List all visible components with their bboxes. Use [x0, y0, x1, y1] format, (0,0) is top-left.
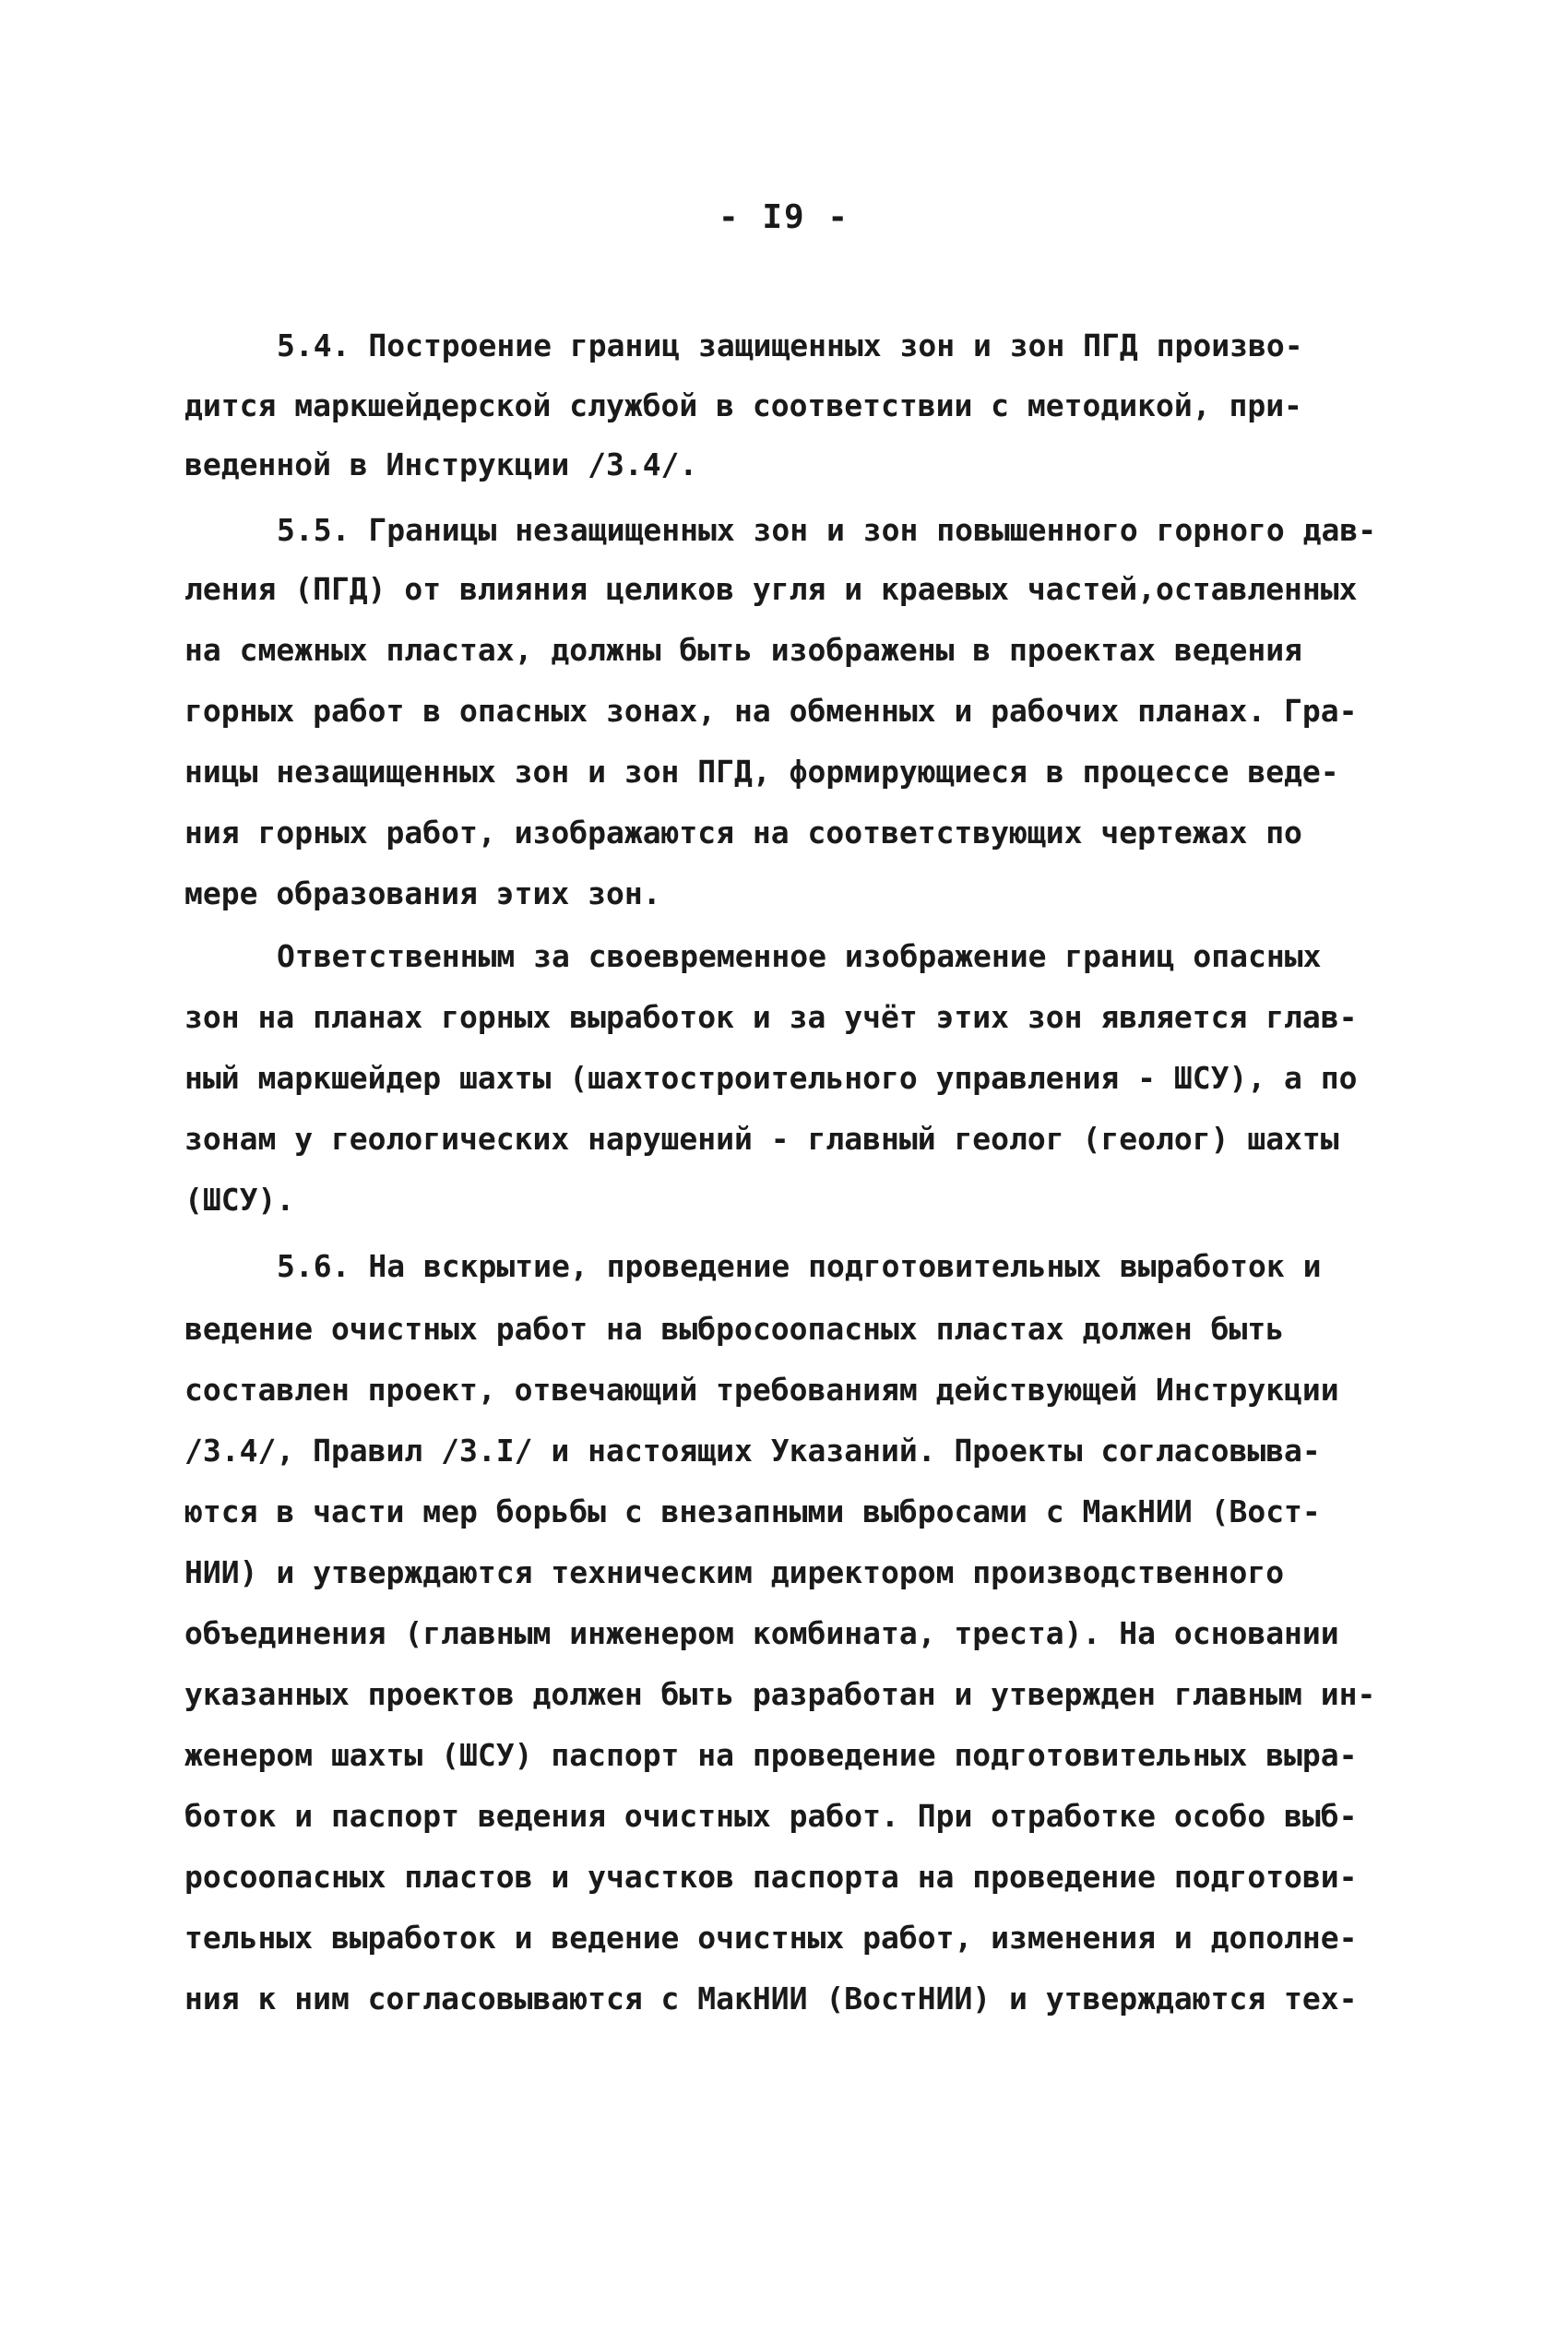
text-line: составлен проект, отвечающий требованиям действующей Инструкции [184, 1372, 1339, 1408]
text-line: ния к ним согласовываются с МакНИИ (ВостНИИ) и утверждаются тех- [184, 1981, 1358, 2017]
text-line: зонам у геологических нарушений - главный геолог (геолог) шахты [184, 1121, 1339, 1157]
text-line: женером шахты (ШСУ) паспорт на проведение подготовительных выра- [184, 1737, 1358, 1773]
text-line: ницы незащищенных зон и зон ПГД, формирующиеся в процессе веде- [184, 754, 1339, 790]
text-line: тельных выработок и ведение очистных работ, изменения и дополне- [184, 1920, 1358, 1956]
text-line: ный маркшейдер шахты (шахтостроительного управления - ШСУ), а по [184, 1060, 1358, 1096]
text-line: НИИ) и утверждаются техническим директором производственного [184, 1554, 1285, 1590]
text-line: дится маркшейдерской службой в соответствии с методикой, при- [184, 387, 1302, 423]
text-line: веденной в Инструкции /3.4/. [184, 446, 698, 482]
text-line: объединения (главным инженером комбината, треста). На основании [184, 1615, 1339, 1651]
text-line: 5.5. Границы незащищенных зон и зон повышенного горного дав- [277, 512, 1377, 548]
text-line: ведение очистных работ на выбросоопасных пластах должен быть [184, 1311, 1285, 1347]
text-line: горных работ в опасных зонах, на обменных и рабочих планах. Гра- [184, 693, 1358, 729]
text-line: Ответственным за своевременное изображение границ опасных [277, 938, 1322, 974]
text-line: ления (ПГД) от влияния целиков угля и краевых частей,оставленных [184, 571, 1358, 607]
text-line: (ШСУ). [184, 1182, 295, 1218]
text-line: 5.6. На вскрытие, проведение подготовительных выработок и [277, 1248, 1322, 1284]
text-line: ния горных работ, изображаются на соответствующих чертежах по [184, 815, 1302, 851]
text-line: указанных проектов должен быть разработан и утвержден главным ин- [184, 1676, 1376, 1712]
text-line: зон на планах горных выработок и за учёт этих зон является глав- [184, 999, 1358, 1035]
text-line: мере образования этих зон. [184, 875, 661, 911]
page-number: - I9 - [718, 198, 850, 236]
text-line: /3.4/, Правил /3.I/ и настоящих Указаний. Проекты согласовыва- [184, 1433, 1321, 1469]
text-line: 5.4. Построение границ защищенных зон и зон ПГД произво- [277, 327, 1303, 363]
text-line: боток и паспорт ведения очистных работ. При отработке особо выб- [184, 1798, 1358, 1834]
text-line: на смежных пластах, должны быть изображены в проектах ведения [184, 632, 1302, 668]
text-line: ются в части мер борьбы с внезапными выбросами с МакНИИ (Вост- [184, 1493, 1321, 1529]
text-line: росоопасных пластов и участков паспорта на проведение подготови- [184, 1859, 1358, 1895]
